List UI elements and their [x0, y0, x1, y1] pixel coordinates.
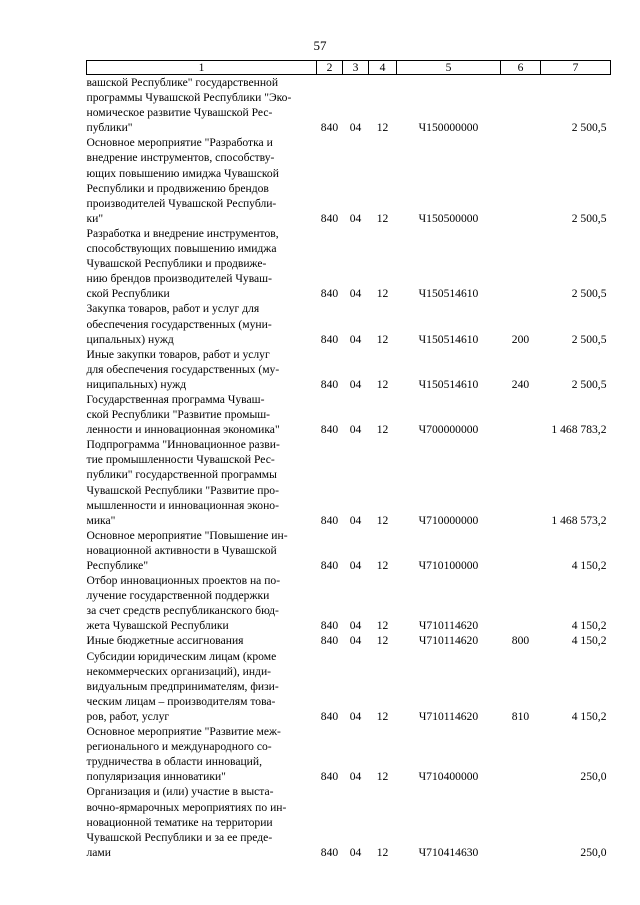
row-col-7: 2 500,5	[571, 287, 607, 301]
row-col-6	[501, 437, 541, 528]
row-col-3: 04	[349, 423, 362, 437]
row-name: Основное мероприятие "Развитие меж- регионального и международного со- трудничества в области инноваций, популяризация инноватики"	[86, 725, 281, 784]
row-col-6: 240	[511, 377, 530, 391]
table-row	[87, 135, 611, 226]
header-col-4: 4	[369, 61, 397, 75]
row-col-6	[501, 528, 541, 573]
row-col-2: 840	[320, 619, 339, 633]
row-col-3: 04	[349, 845, 362, 859]
header-col-3: 3	[343, 61, 369, 75]
row-name: Государственная программа Чуваш- ской Республики "Развитие промыш- ленности и инновационная экономика"	[86, 392, 280, 437]
row-name: Иные закупки товаров, работ и услуг для обеспечения государственных (му- ниципальных) нужд	[86, 347, 280, 391]
row-col-3: 04	[349, 211, 362, 225]
budget-table	[86, 60, 611, 860]
header-col-2: 2	[317, 61, 343, 75]
row-name: Субсидии юридическим лицам (кроме некоммерческих организаций), инди- видуальным предпринимателям, физи- ческим лицам – производителям това- ров, работ, услуг	[86, 649, 279, 723]
row-name: Отбор инновационных проектов на по- лучение государственной поддержки за счет средств республиканского бюд- жета Чувашской Республики	[86, 574, 281, 633]
row-col-3: 04	[349, 559, 362, 572]
row-col-5: Ч150514610	[418, 287, 479, 301]
row-col-7: 1 468 783,2	[551, 423, 607, 437]
row-col-2: 840	[320, 287, 339, 301]
table-row	[87, 528, 611, 573]
row-col-5: Ч150000000	[418, 121, 479, 135]
row-col-5: Ч700000000	[418, 423, 479, 437]
row-col-6: 200	[511, 332, 530, 346]
row-name: Разработка и внедрение инструментов, способствующих повышению имиджа Чувашской Республики и продвиже- нию брендов производителей Чуваш- ской Республики	[86, 226, 279, 301]
row-col-2: 840	[320, 121, 339, 135]
table-row	[87, 437, 611, 528]
row-col-7: 2 500,5	[571, 377, 607, 391]
row-col-5: Ч710114620	[418, 709, 479, 723]
row-col-2: 840	[320, 634, 339, 648]
row-col-3: 04	[349, 513, 362, 527]
row-col-4: 12	[376, 377, 389, 391]
row-name: Организация и (или) участие в выста- вочно-ярмарочных мероприятиях по ин- новационной тематике на территории Чувашской Республики и за ее преде- лами	[86, 785, 287, 859]
row-col-3: 04	[349, 619, 362, 633]
row-col-7: 4 150,2	[571, 709, 607, 723]
row-col-3: 04	[349, 287, 362, 301]
row-col-6	[501, 226, 541, 301]
row-col-7: 2 500,5	[571, 121, 607, 135]
row-col-7: 2 500,5	[571, 211, 607, 225]
row-col-4: 12	[376, 287, 389, 301]
header-col-1: 1	[87, 61, 317, 75]
row-col-5: Ч150500000	[418, 211, 479, 225]
row-col-2: 840	[320, 845, 339, 859]
row-name: Иные бюджетные ассигнования	[86, 634, 244, 648]
row-col-2: 840	[320, 332, 339, 346]
row-col-7: 4 150,2	[571, 634, 607, 648]
header-col-6: 6	[501, 61, 541, 75]
row-col-4: 12	[376, 332, 389, 346]
row-col-5: Ч150514610	[418, 332, 479, 346]
table-row	[87, 301, 611, 346]
row-col-5: Ч710114620	[418, 634, 479, 648]
row-col-6	[501, 573, 541, 633]
table-row	[87, 392, 611, 437]
row-col-7: 4 150,2	[571, 559, 607, 572]
row-col-3: 04	[349, 121, 362, 135]
row-col-3: 04	[349, 377, 362, 391]
table-row	[87, 633, 611, 648]
row-col-4: 12	[376, 709, 389, 723]
row-col-5: Ч710114620	[418, 619, 479, 633]
row-col-4: 12	[376, 634, 389, 648]
row-col-3: 04	[349, 709, 362, 723]
row-col-4: 12	[376, 423, 389, 437]
row-col-6	[501, 392, 541, 437]
row-col-6	[501, 75, 541, 136]
row-col-7: 250,0	[580, 845, 607, 859]
row-col-7: 1 468 573,2	[551, 513, 607, 527]
row-col-3: 04	[349, 770, 362, 784]
table-row	[87, 649, 611, 724]
row-col-4: 12	[376, 559, 389, 572]
row-name: вашской Республике" государственной программы Чувашской Республики "Эко- номическое развитие Чувашской Рес- публики"	[86, 76, 292, 135]
row-col-7: 2 500,5	[571, 332, 607, 346]
table-row	[87, 784, 611, 859]
row-col-6: 810	[511, 709, 530, 723]
row-col-4: 12	[376, 770, 389, 784]
row-col-6	[501, 724, 541, 784]
row-col-4: 12	[376, 211, 389, 225]
row-col-7: 4 150,2	[571, 619, 607, 633]
row-name: Основное мероприятие "Разработка и внедрение инструментов, способству- ющих повышению имиджа Чувашской Республики и продвижению брендов производителей Чувашской Республи- ки"	[86, 136, 279, 225]
table-row	[87, 724, 611, 784]
table-row	[87, 347, 611, 392]
row-col-3: 04	[349, 332, 362, 346]
row-col-4: 12	[376, 121, 389, 135]
row-col-2: 840	[320, 770, 339, 784]
row-col-5: Ч150514610	[418, 377, 479, 391]
row-col-3: 04	[349, 634, 362, 648]
header-col-5: 5	[397, 61, 501, 75]
row-col-2: 840	[320, 559, 339, 572]
table-row	[87, 573, 611, 633]
row-name: Закупка товаров, работ и услуг для обеспечения государственных (муни- ципальных) нужд	[86, 302, 272, 346]
row-col-2: 840	[320, 513, 339, 527]
header-col-7: 7	[541, 61, 611, 75]
row-col-2: 840	[320, 211, 339, 225]
row-col-6	[501, 784, 541, 859]
row-col-5: Ч710000000	[418, 513, 479, 527]
header-row	[87, 61, 611, 75]
row-name: Основное мероприятие "Повышение ин- новационной активности в Чувашской Республике"	[86, 528, 288, 572]
row-col-7: 250,0	[580, 770, 607, 784]
page-number: 57	[313, 38, 327, 53]
row-col-2: 840	[320, 377, 339, 391]
row-col-5: Ч710414630	[418, 845, 479, 859]
row-col-6: 800	[511, 634, 530, 648]
table-row	[87, 226, 611, 301]
row-col-5: Ч710100000	[418, 559, 479, 572]
row-col-2: 840	[320, 423, 339, 437]
row-col-4: 12	[376, 845, 389, 859]
row-name: Подпрограмма "Инновационное разви- тие промышленности Чувашской Рес- публики" государственной программы Чувашской Республики "Развитие про- мышленности и инновационная эконо- мика"	[86, 438, 280, 527]
table-row	[87, 75, 611, 136]
row-col-6	[501, 135, 541, 226]
row-col-4: 12	[376, 513, 389, 527]
row-col-5: Ч710400000	[418, 770, 479, 784]
row-col-4: 12	[376, 619, 389, 633]
row-col-2: 840	[320, 709, 339, 723]
